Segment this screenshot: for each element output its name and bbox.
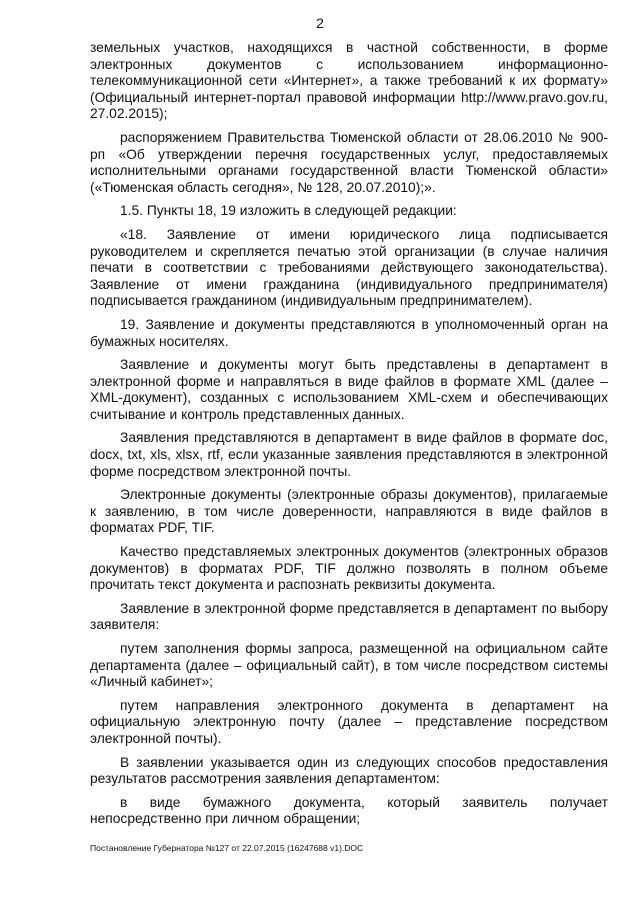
paragraph: в виде бумажного документа, который заявитель получает непосредственно при личном обращении; [90,794,608,827]
paragraph: Заявление и документы могут быть представлены в департамент в электронной форме и направляться в виде файлов в формате XML (далее – XML-документ), созданных с использованием XML-схем и обеспечивающих считывание и контроль представленных данных. [90,357,608,422]
paragraph: 19. Заявление и документы представляются в уполномоченный орган на бумажных носителях. [90,316,608,349]
paragraph: 1.5. Пункты 18, 19 изложить в следующей редакции: [120,203,457,219]
paragraph: земельных участков, находящихся в частной собственности, в форме электронных документов с использованием информационно-телекоммуникационной сети «Интернет», а также требований к их формату» (Официальный интернет-портал правовой информации http://www.pravo.gov.ru, 27.02.2015); [90,40,608,122]
paragraph: В заявлении указывается один из следующих способов предоставления результатов рассмотрения заявления департаментом: [90,754,608,787]
paragraph: Электронные документы (электронные образы документов), прилагаемые к заявлению, в том числе доверенности, направляются в виде файлов в форматах PDF, TIF. [90,487,608,536]
paragraph: «18. Заявление от имени юридического лица подписывается руководителем и скрепляется печатью этой организации (в случае наличия печати в соответствии с требованиями действующего законодательства). Заявление от имени гражданина (индивидуального предпринимателя) подписывается гражданином (индивидуальным предпринимателем). [90,226,608,309]
paragraph: Качество представляемых электронных документов (электронных образов документов) в форматах PDF, TIF должно позволять в полном объеме прочитать текст документа и распознать реквизиты документа. [90,544,608,593]
footer-document-id: Постановление Губернатора №127 от 22.07.2015 (16247688 v1).DOC [90,843,364,853]
paragraph: Заявления представляются в департамент в виде файлов в формате doc, docx, txt, xls, xlsx, rtf, если указанные заявления представляются в электронной форме посредством электронной почты. [90,430,608,479]
paragraph: путем заполнения формы запроса, размещенной на официальном сайте департамента (далее – официальный сайт), в том числе посредством системы «Личный кабинет»; [90,641,608,690]
document-body [90,40,608,835]
paragraph: путем направления электронного документа в департамент на официальную электронную почту (далее – представление посредством электронной почты). [90,697,608,746]
paragraph: распоряжением Правительства Тюменской области от 28.06.2010 № 900-рп «Об утверждении перечня государственных услуг, предоставляемых исполнительными органами государственной власти Тюменской области» («Тюменская область сегодня», № 128, 20.07.2010);». [90,129,608,195]
paragraph: Заявление в электронной форме представляется в департамент по выбору заявителя: [90,600,608,633]
page-number: 2 [316,15,324,31]
